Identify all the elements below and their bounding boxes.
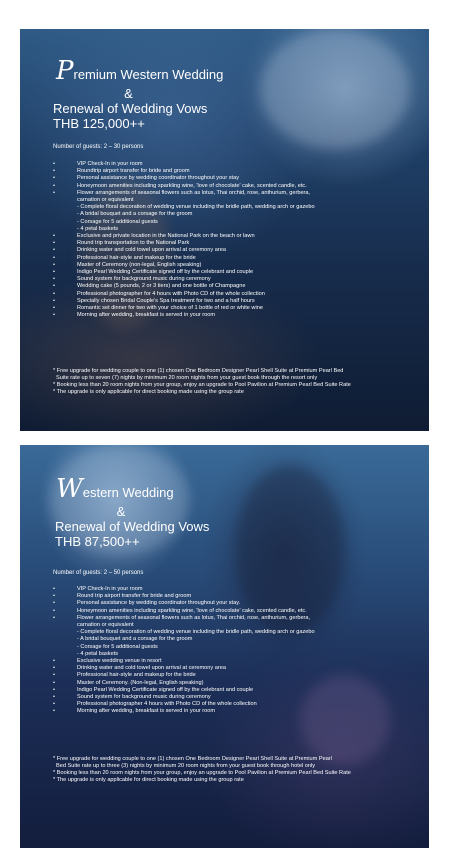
list-item-detail: carnation or equivalent [77, 622, 134, 629]
list-item-detail: carnation or equivalent [77, 197, 134, 204]
note-line: * Free upgrade for wedding couple to one (1) chosen One Bedroom Designer Pearl Shell Suite at Premium Pearl Bed [53, 368, 344, 374]
upgrade-notes [53, 368, 403, 396]
list-item: • VIP Check-In in your room [53, 586, 398, 593]
list-item-detail: - Complete floral decoration of wedding venue including the bridle path, wedding arch or gazebo [77, 629, 315, 636]
list-item: • Round trip transportation to the National Park [53, 240, 398, 247]
note-line: Bed Suite rate up to three (3) nights by minimum 20 room nights from your guest book through hotel only [56, 763, 316, 769]
note-line: * The upgrade is only applicable for direct booking made using the group rate [53, 389, 244, 395]
list-item: • Honeymoon amenities including sparkling wine, 'love of chocolate' cake, scented candle, etc. [53, 608, 398, 615]
note-line: * The upgrade is only applicable for direct booking made using the group rate [53, 777, 244, 783]
title-initial: P [56, 56, 74, 86]
list-item: • Master of Ceremony (non-legal, English speaking) [53, 262, 398, 269]
list-item-detail: - A bridal bouquet and a corsage for the groom [77, 211, 193, 218]
premium-package-panel [20, 29, 429, 431]
list-item-detail: - Complete floral decoration of wedding venue including the bridle path, wedding arch or gazebo [77, 204, 315, 211]
inclusions-list [53, 161, 398, 319]
list-item: • Professional hair-style and makeup for the bride [53, 672, 398, 679]
inclusions-list [53, 586, 398, 716]
title-initial: W [56, 474, 83, 504]
list-item: • Exclusive and private location in the National Park on the beach or lawn [53, 233, 398, 240]
list-item: • Romantic set dinner for two with your choice of 1 bottle of red or white wine [53, 305, 398, 312]
list-item: • Drinking water and cold towel upon arrival at ceremony area [53, 665, 398, 672]
list-item-detail: - Corsage for 5 additional guests [77, 643, 158, 650]
list-item: • Flower arrangements of seasonal flowers such as lotus, Thai orchid, rose, anthurium, gerbera, [53, 615, 398, 622]
note-line: * Free upgrade for wedding couple to one (1) chosen One Bedroom Designer Pearl Shell Suite at Premium Pearl [53, 756, 332, 762]
list-item: • Morning after wedding, breakfast is served in your room [53, 708, 398, 715]
list-item: • Sound system for background music during ceremony [53, 276, 398, 283]
list-item: • Sound system for background music during ceremony [53, 694, 398, 701]
list-item: • Indigo Pearl Wedding Certificate signed off by the celebrant and couple [53, 269, 398, 276]
list-item: • Honeymoon amenities including sparkling wine, 'love of chocolate' cake, scented candle, etc. [53, 183, 398, 190]
list-item: • Roundtrip airport transfer for bride and groom [53, 168, 398, 175]
title-line1: remium Western Wedding [73, 67, 224, 82]
list-item: • Indigo Pearl Wedding Certificate signed off by the celebrant and couple [53, 687, 398, 694]
list-item: • Drinking water and cold towel upon arrival at ceremony area [53, 247, 398, 254]
list-item: • Professional photographer 4 hours with Photo CD of the whole collection [53, 701, 398, 708]
western-package-panel [20, 445, 429, 848]
background-photo-highlight [260, 29, 410, 149]
list-item-detail: - 4 petal baskets [77, 225, 119, 232]
title-ampersand: & [124, 85, 133, 101]
list-item-detail: - 4 petal baskets [77, 650, 119, 657]
list-item: • Specially chosen Bridal Couple's Spa treatment for two and a half hours [53, 298, 398, 305]
list-item: • Flower arrangements of seasonal flowers such as lotus, Thai orchid, rose, anthurium, gerbera, [53, 190, 398, 197]
title-line2: Renewal of Wedding Vows [53, 100, 208, 116]
list-item: • Personal assistance by wedding coordinator throughout your stay. [53, 600, 398, 607]
list-item-detail: - Corsage for 5 additional guests [77, 218, 158, 225]
note-line: * Booking less than 20 room nights from your group, enjoy an upgrade to Pool Pavilion at Premium Pearl Bed Suite Rate [53, 770, 351, 776]
list-item: • VIP Check-In in your room [53, 161, 398, 168]
note-line: Suite rate up to seven (7) nights by minimum 20 room nights from your guest book through the resort only [56, 375, 318, 381]
package-price: THB 87,500++ [55, 533, 140, 549]
list-item: • Round trip airport transfer for bride and groom [53, 593, 398, 600]
list-item: • Morning after wedding, breakfast is served in your room [53, 312, 398, 319]
note-line: * Booking less than 20 room nights from your group, enjoy an upgrade to Pool Pavilion at Premium Pearl Bed Suite Rate [53, 382, 351, 388]
list-item: • Master of Ceremony. (Non-legal, English speaking) [53, 680, 398, 687]
list-item: • Professional hair-style and makeup for the bride [53, 255, 398, 262]
list-item-detail: - A bridal bouquet and a corsage for the groom [77, 636, 193, 643]
title-line2: Renewal of Wedding Vows [55, 518, 210, 534]
package-title [53, 56, 224, 132]
list-item: • Exclusive wedding venue in resort [53, 658, 398, 665]
list-item: • Wedding cake (5 pounds, 2 or 3 tiers) and one bottle of Champagne [53, 283, 398, 290]
package-title [56, 475, 209, 550]
upgrade-notes [53, 756, 403, 784]
title-line1: estern Wedding [82, 485, 174, 500]
guest-count: Number of guests: 2 – 50 persons [53, 570, 144, 576]
package-price: THB 125,000++ [53, 115, 145, 131]
guest-count: Number of guests: 2 – 30 persons [53, 144, 144, 150]
list-item: • Professional photographer for 4 hours with Photo CD of the whole collection [53, 291, 398, 298]
title-ampersand: & [116, 503, 126, 519]
list-item: • Personal assistance by wedding coordinator throughout your stay [53, 175, 398, 182]
